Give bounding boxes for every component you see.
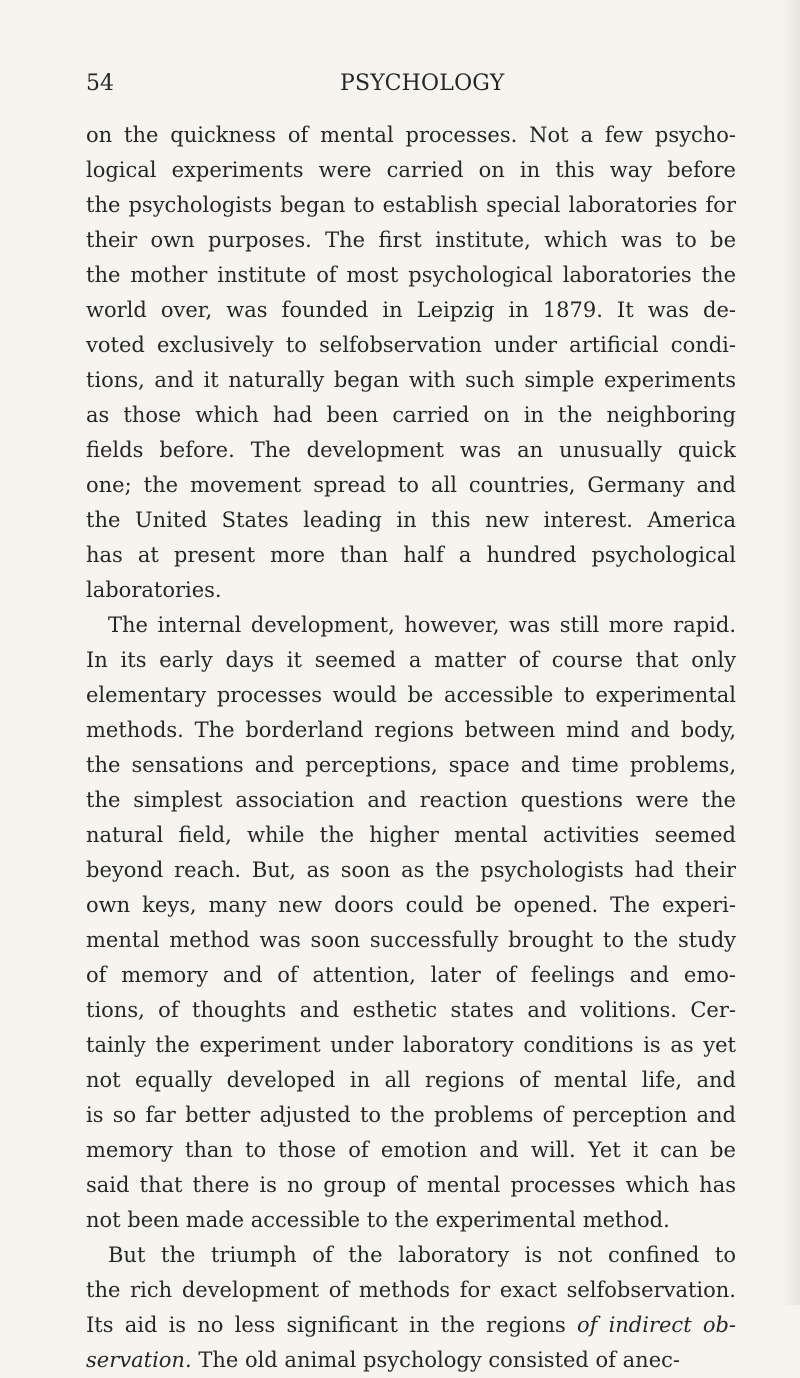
- text-line: the United States leading in this new interest. America: [86, 508, 736, 532]
- text-line: tions, and it naturally began with such simple experiments: [86, 368, 736, 392]
- text-line: as those which had been carried on in the neighboring: [86, 403, 736, 427]
- running-head: [86, 71, 736, 101]
- text-line: their own purposes. The first institute, which was to be: [86, 228, 736, 252]
- text-line: of memory and of attention, later of feelings and emo-: [86, 963, 736, 987]
- text-line: the sensations and perceptions, space and time problems,: [86, 753, 736, 777]
- text-line-with-italic-end: [86, 1343, 736, 1378]
- text-line: methods. The borderland regions between mind and body,: [86, 718, 736, 742]
- text-line: the rich development of methods for exact selfobservation.: [86, 1278, 736, 1302]
- text-line: tainly the experiment under laboratory conditions is as yet: [86, 1033, 736, 1057]
- text-line: the psychologists began to establish special laboratories for: [86, 193, 736, 217]
- text-line: one; the movement spread to all countries, Germany and: [86, 473, 736, 497]
- text-line: world over, was founded in Leipzig in 1879. It was de-: [86, 298, 736, 322]
- running-title: PSYCHOLOGY: [340, 71, 505, 96]
- text-line: on the quickness of mental processes. Not a few psycho-: [86, 123, 736, 147]
- text-line: the mother institute of most psychological laboratories the: [86, 263, 736, 287]
- text-line: the simplest association and reaction questions were the: [86, 788, 736, 812]
- text-line: not been made accessible to the experimental method.: [86, 1208, 670, 1232]
- italic-phrase-part-1: of indirect ob-: [576, 1313, 736, 1337]
- text-line: mental method was soon successfully brought to the study: [86, 928, 736, 952]
- page-edge-shadow: [782, 0, 800, 1305]
- text-line-with-italic-start: [86, 1308, 736, 1343]
- text-line: logical experiments were carried on in this way before: [86, 158, 736, 182]
- italic-phrase-part-2: servation.: [86, 1348, 192, 1372]
- text-line: said that there is no group of mental processes which has: [86, 1173, 736, 1197]
- text-line: But the triumph of the laboratory is not confined to: [108, 1243, 736, 1267]
- text-line: beyond reach. But, as soon as the psychologists had their: [86, 858, 736, 882]
- text-line: has at present more than half a hundred psychological: [86, 543, 736, 567]
- text-line: memory than to those of emotion and will. Yet it can be: [86, 1138, 736, 1162]
- text-line: is so far better adjusted to the problems of perception and: [86, 1103, 736, 1127]
- text-line: natural field, while the higher mental activities seemed: [86, 823, 736, 847]
- text-line: In its early days it seemed a matter of course that only: [86, 648, 736, 672]
- body-text: [86, 118, 736, 1378]
- text-line: laboratories.: [86, 578, 222, 602]
- text-line: voted exclusively to selfobservation under artificial condi-: [86, 333, 736, 357]
- text-line: not equally developed in all regions of mental life, and: [86, 1068, 736, 1092]
- text-line: elementary processes would be accessible to experimental: [86, 683, 736, 707]
- text-line: fields before. The development was an unusually quick: [86, 438, 736, 462]
- text-line: tions, of thoughts and esthetic states and volitions. Cer-: [86, 998, 736, 1022]
- text-line: The internal development, however, was still more rapid.: [108, 613, 736, 637]
- text-before-italic: Its aid is no less significant in the regions: [86, 1313, 577, 1337]
- text-line: own keys, many new doors could be opened. The experi-: [86, 893, 736, 917]
- page-number: 54: [86, 71, 114, 96]
- text-lines: [86, 118, 736, 1308]
- text-after-italic: The old animal psychology consisted of anec-: [191, 1348, 680, 1372]
